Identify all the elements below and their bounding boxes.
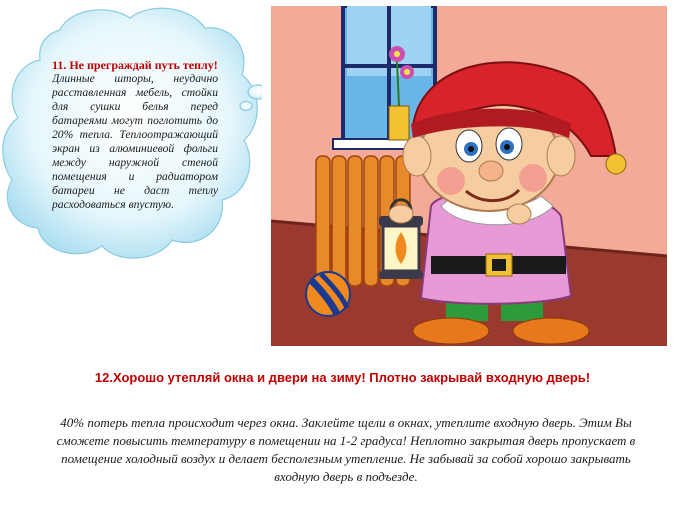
tip-12-body: 40% потерь тепла происходит через окна. Заклейте щели в окнах, утеплите входную дверь. Этим Вы сможете повысить температуру в помещении на 1-2 градуса! Неплотно закрытая дверь пропускает в помещение холодный воздух и делает бесполезным утепление. Не забывай за собой хорошо закрывать входную дверь в подъезде.	[56, 415, 636, 484]
gnome-scene-icon	[271, 6, 667, 346]
ball-icon	[306, 272, 350, 316]
tip-11-text	[52, 58, 218, 226]
thought-cloud	[0, 0, 262, 280]
illustration	[271, 6, 667, 346]
tip-11-body: Длинные шторы, неудачно расставленная мебель, стойки для сушки белья перед батареями могут поглотить до 20% тепла. Теплоотражающий экран из алюминиевой фольги между наружной стеной помещения и радиатором батареи не даст теплу расходоваться впустую.	[52, 72, 218, 211]
tip-11-title: 11. Не преграждай путь теплу!	[52, 58, 218, 72]
tip-12-title: 12.Хорошо утепляй окна и двери на зиму! Плотно закрывай входную дверь!	[94, 370, 591, 385]
